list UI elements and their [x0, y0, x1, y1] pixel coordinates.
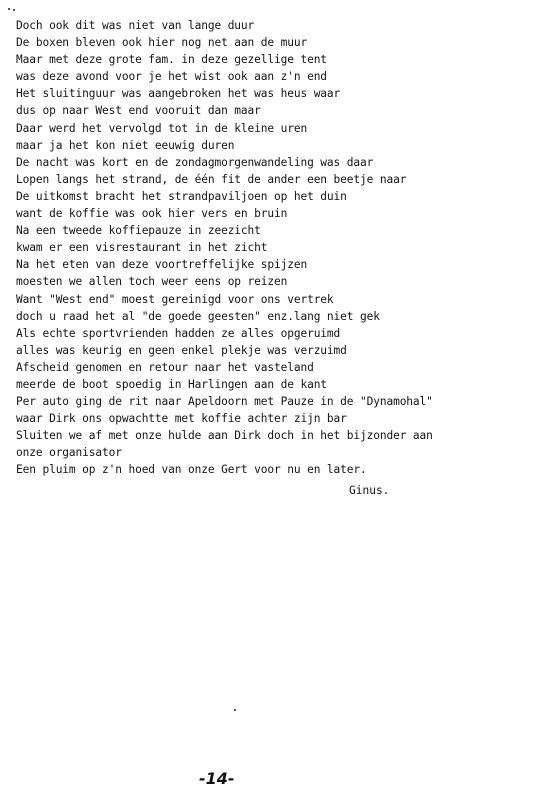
- speck-mark: [8, 8, 10, 10]
- poem-text: [16, 17, 536, 479]
- poem-line: moesten we allen toch weer eens op reizen: [16, 275, 288, 289]
- poem-line: was deze avond voor je het wist ook aan z'n end: [16, 70, 327, 84]
- poem-line: waar Dirk ons opwachtte met koffie achter zijn bar: [16, 412, 347, 426]
- poem-line: doch u raad het al "de goede geesten" enz.lang niet gek: [16, 309, 380, 323]
- poem-line: De nacht was kort en de zondagmorgenwandeling was daar: [16, 155, 374, 169]
- poem-line: Een pluim op z'n hoed van onze Gert voor nu en later.: [16, 463, 367, 477]
- poem-line: Doch ook dit was niet van lange duur: [16, 19, 255, 32]
- poem-line: Na het eten van deze voortreffelijke spijzen: [16, 258, 308, 272]
- poem-line: alles was keurig en geen enkel plekje was verzuimd: [16, 343, 347, 357]
- poem-line: meerde de boot spoedig in Harlingen aan de kant: [16, 377, 327, 391]
- speck-mark: [234, 709, 236, 711]
- poem-line: kwam er een visrestaurant in het zicht: [16, 241, 268, 255]
- poem-line: want de koffie was ook hier vers en bruin: [16, 207, 288, 221]
- poem-line: Per auto ging de rit naar Apeldoorn met Pauze in de "Dynamohal": [16, 395, 433, 409]
- poem-line: De boxen bleven ook hier nog net aan de muur: [16, 36, 308, 50]
- poem-line: Afscheid genomen en retour naar het vasteland: [16, 360, 314, 374]
- signature: Ginus.: [349, 484, 390, 497]
- poem-line: De uitkomst bracht het strandpaviljoen op het duin: [16, 189, 347, 203]
- poem-line: Als echte sportvrienden hadden ze alles opgeruimd: [16, 326, 341, 340]
- poem-line: onze organisator: [16, 446, 122, 460]
- poem-line: Daar werd het vervolgd tot in de kleine uren: [16, 121, 308, 135]
- page-number: -14-: [199, 769, 235, 788]
- poem-line: Na een tweede koffiepauze in zeezicht: [16, 224, 261, 238]
- poem-line: Maar met deze grote fam. in deze gezellige tent: [16, 53, 327, 67]
- poem-line: Het sluitinguur was aangebroken het was heus waar: [16, 87, 341, 101]
- poem-line: maar ja het kon niet eeuwig duren: [16, 138, 235, 152]
- poem-line: Want "West end" moest gereinigd voor ons vertrek: [16, 292, 334, 306]
- poem-line: Lopen langs het strand, de één fit de ander een beetje naar: [16, 172, 407, 186]
- speck-mark: [13, 9, 15, 11]
- poem-line: Sluiten we af met onze hulde aan Dirk doch in het bijzonder aan: [16, 429, 433, 443]
- poem-line: dus op naar West end vooruit dan maar: [16, 104, 261, 118]
